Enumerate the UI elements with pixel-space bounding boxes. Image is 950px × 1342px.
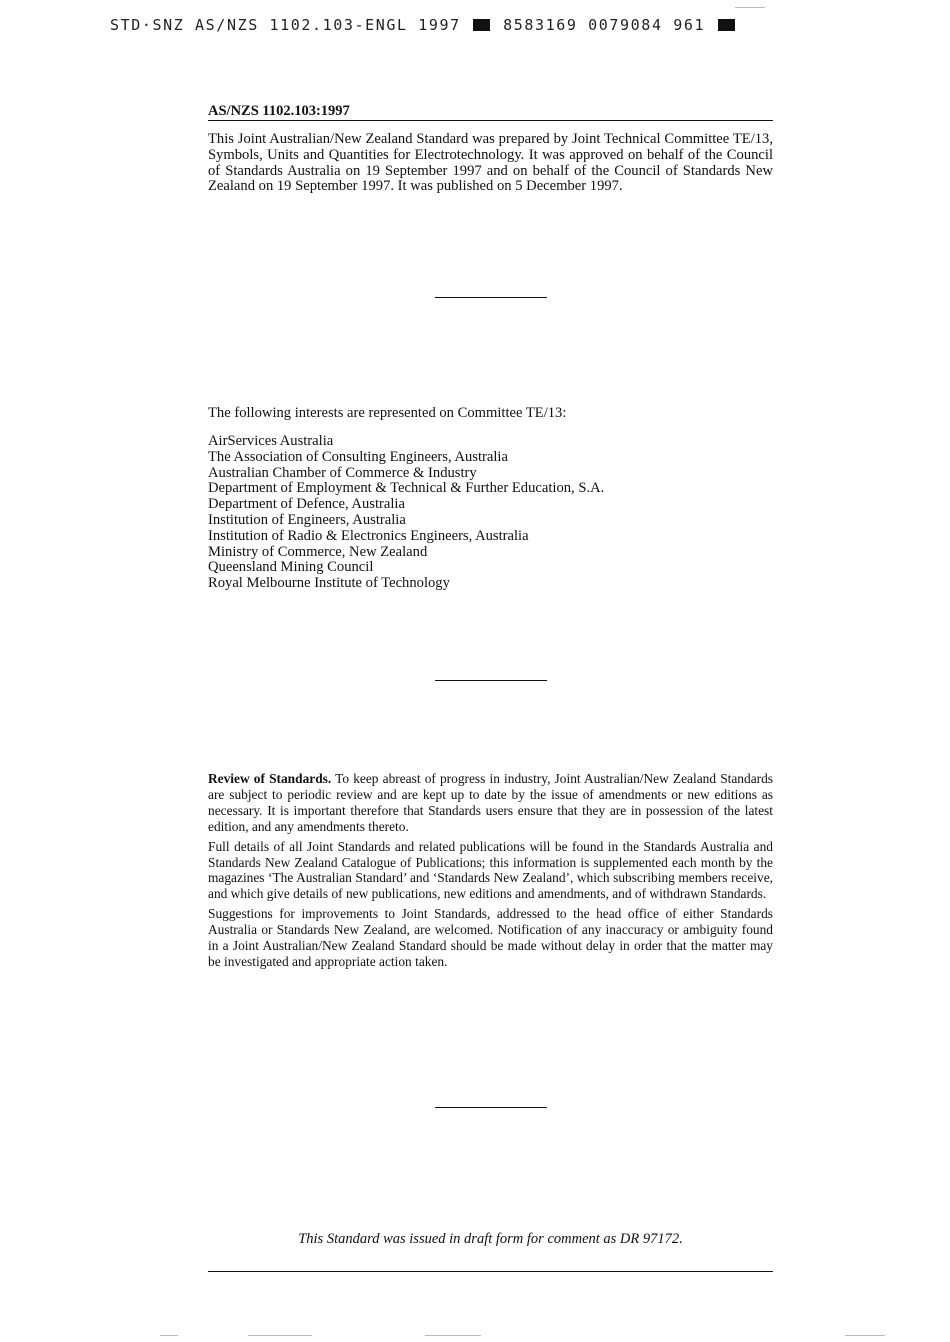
scan-artifact — [248, 1335, 312, 1336]
review-section — [208, 771, 773, 974]
review-text: To keep abreast of progress in industry, Joint Australian/New Zealand Standards are subject to periodic review and are kept up to date by the issue of amendments or new editions as necessary. It is important therefore that Standards users ensure that they are in possession of the latest edition, and any amendments thereto. — [208, 771, 774, 834]
redaction-block — [473, 19, 490, 31]
section-separator — [435, 1107, 547, 1108]
review-paragraph — [208, 771, 773, 835]
document-header-code — [110, 16, 790, 34]
header-rule — [208, 120, 773, 121]
footer-rule — [208, 1271, 773, 1272]
review-title: Review of Standards. — [208, 771, 332, 786]
interests-intro: The following interests are represented on Committee TE/13: — [208, 405, 567, 421]
header-code-left: STD·SNZ AS/NZS 1102.103-ENGL 1997 — [110, 16, 461, 34]
scan-artifact — [425, 1335, 481, 1336]
standard-id: AS/NZS 1102.103:1997 — [208, 103, 350, 119]
list-item: Department of Defence, Australia — [208, 496, 405, 513]
list-item: The Association of Consulting Engineers, Australia — [208, 448, 508, 465]
preparation-paragraph: This Joint Australian/New Zealand Standard was prepared by Joint Technical Committee TE/13, Symbols, Units and Quantities for Electrotechnology. It was approved on behalf of the Council of Standards Australia on 19 September 1997 and on behalf of the Council of Standards New Zealand on 19 September 1997. It was published on 5 December 1997. — [208, 131, 773, 195]
list-item: Institution of Engineers, Australia — [208, 511, 406, 528]
list-item: Department of Employment & Technical & Further Education, S.A. — [208, 480, 605, 497]
redaction-block — [718, 19, 735, 31]
review-paragraph: Full details of all Joint Standards and related publications will be found in the Standards Australia and Standards New Zealand Catalogue of Publications; this information is supplemented each month by the magazines ‘The Australian Standard’ and ‘Standards New Zealand’, which subscribing members receive, and which give details of new publications, new editions and amendments, and of withdrawn Standards. — [208, 838, 773, 902]
interests-list — [208, 434, 604, 592]
list-item: Institution of Radio & Electronics Engineers, Australia — [208, 527, 529, 544]
list-item: Australian Chamber of Commerce & Industry — [208, 464, 477, 481]
draft-note: This Standard was issued in draft form for comment as DR 97172. — [298, 1231, 683, 1247]
section-separator — [435, 297, 547, 298]
review-paragraph: Suggestions for improvements to Joint Standards, addressed to the head office of either Standards Australia or Standards New Zealand, are welcomed. Notification of any inaccuracy or ambiguity found in a Joint Australian/New Zealand Standard should be made without delay in order that the matter may be investigated and appropriate action taken. — [208, 906, 773, 969]
scan-artifact — [845, 1335, 885, 1336]
section-separator — [435, 680, 547, 681]
list-item: Ministry of Commerce, New Zealand — [208, 543, 428, 560]
list-item: Queensland Mining Council — [208, 559, 374, 576]
scan-artifact — [735, 7, 765, 8]
list-item: AirServices Australia — [208, 433, 334, 449]
list-item: Royal Melbourne Institute of Technology — [208, 575, 450, 592]
header-code-mid: 8583169 0079084 961 — [503, 16, 706, 34]
scan-artifact — [160, 1335, 178, 1336]
